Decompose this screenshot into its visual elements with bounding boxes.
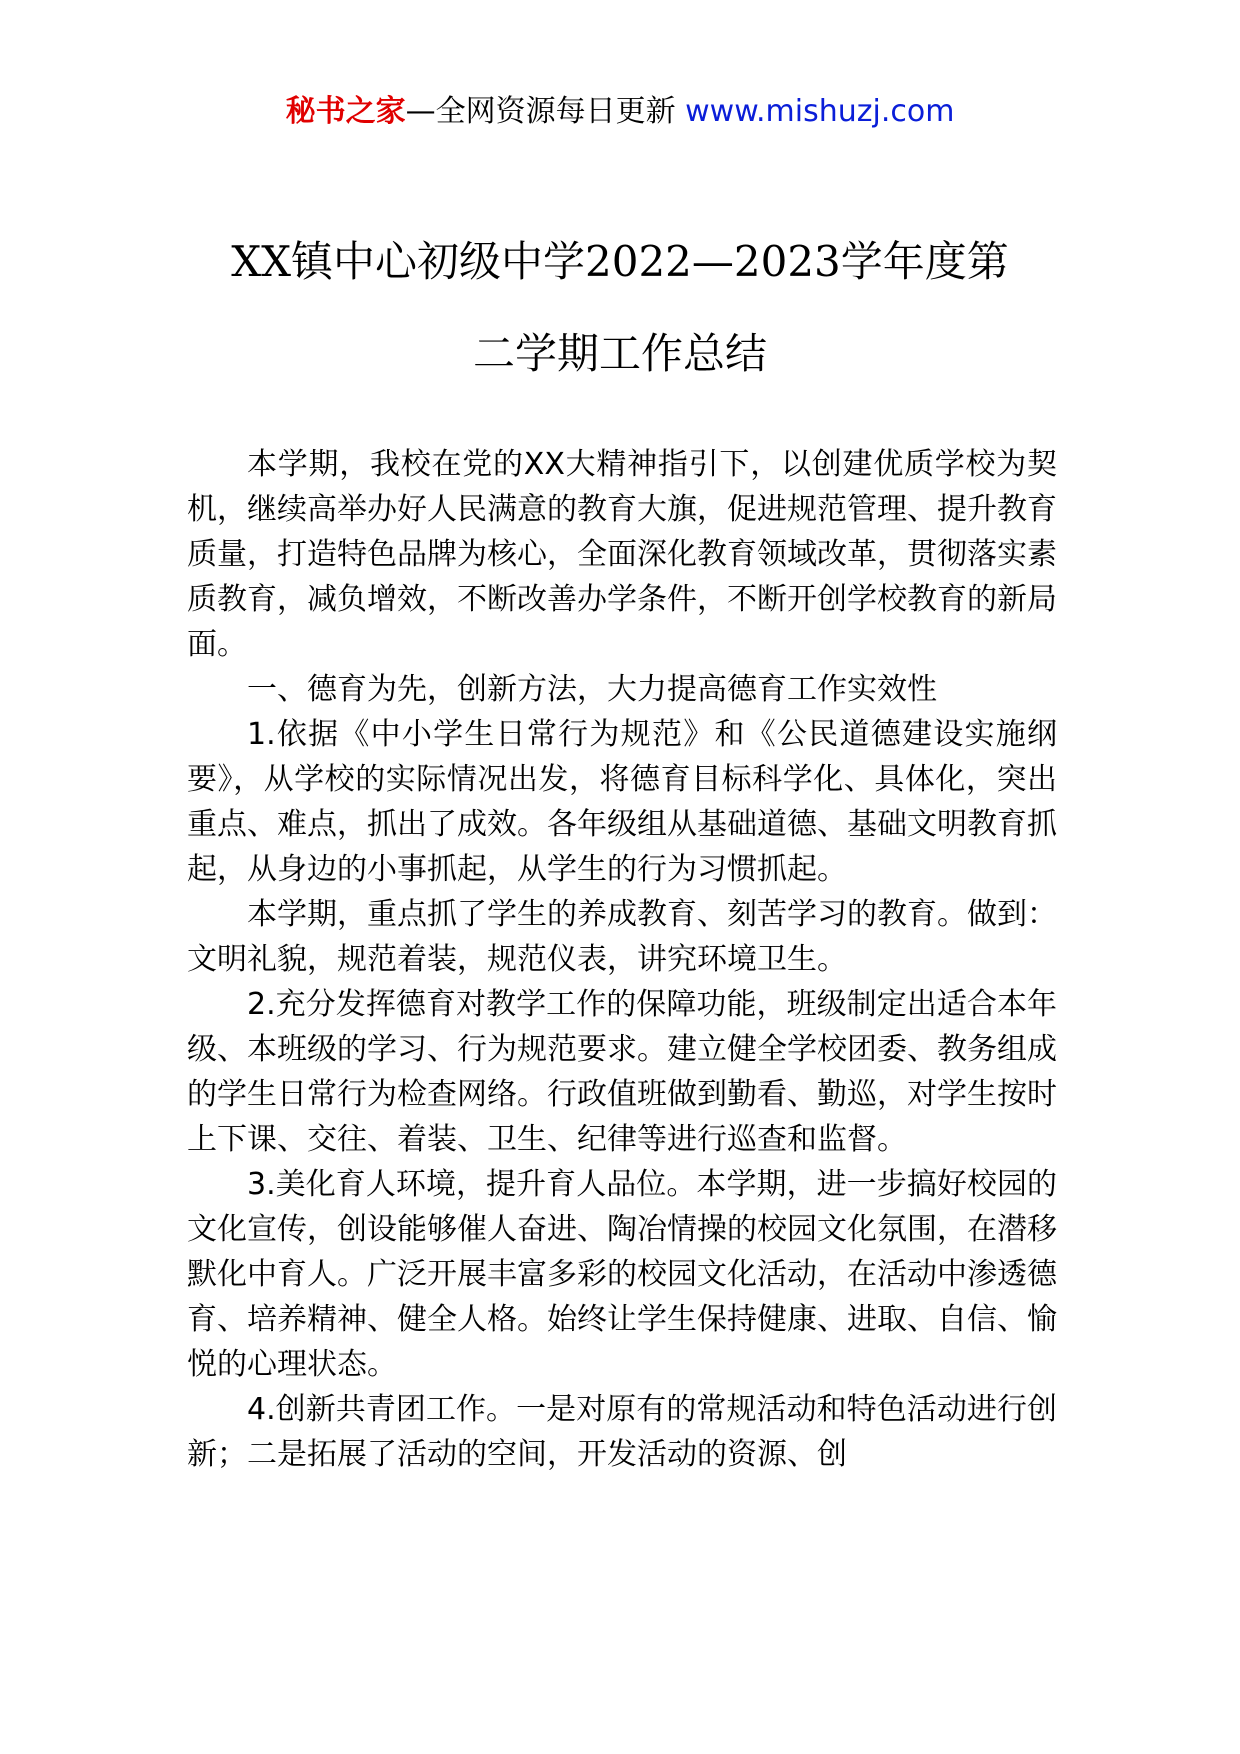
- site-brand: 秘书之家: [285, 94, 406, 129]
- paragraph-item-1: 1.依据《中小学生日常行为规范》和《公民道德建设实施纲要》，从学校的实际情况出发，将德育目标科学化、具体化，突出重点、难点，抓出了成效。各年级组从基础道德、基础文明教育抓起，从身边的小事抓起，从学生的行为习惯抓起。: [187, 717, 1057, 887]
- section-heading-moral-education: 一、德育为先，创新方法，大力提高德育工作实效性: [247, 672, 937, 707]
- site-header: [0, 92, 1240, 132]
- document-title-line-1: XX镇中心初级中学2022—2023学年度第: [231, 237, 1009, 286]
- document-title-line-2: 二学期工作总结: [472, 329, 767, 378]
- site-url-link[interactable]: www.mishuzj.com: [685, 94, 955, 129]
- paragraph-habits: 本学期，重点抓了学生的养成教育、刻苦学习的教育。做到：文明礼貌，规范着装，规范仪表，讲究环境卫生。: [187, 897, 1057, 977]
- paragraph-item-3: 3.美化育人环境，提升育人品位。本学期，进一步搞好校园的文化宣传，创设能够催人奋进、陶冶情操的校园文化氛围，在潜移默化中育人。广泛开展丰富多彩的校园文化活动，在活动中渗透德育、培养精神、健全人格。始终让学生保持健康、进取、自信、愉悦的心理状态。: [187, 1167, 1057, 1382]
- paragraph-item-4: 4.创新共青团工作。一是对原有的常规活动和特色活动进行创新；二是拓展了活动的空间，开发活动的资源、创: [187, 1392, 1057, 1472]
- document-body: [187, 442, 1057, 1477]
- site-tagline: —全网资源每日更新: [405, 94, 676, 129]
- paragraph-intro: 本学期，我校在党的XX大精神指引下，以创建优质学校为契机，继续高举办好人民满意的教育大旗，促进规范管理、提升教育质量，打造特色品牌为核心，全面深化教育领域改革，贯彻落实素质教育，减负增效，不断改善办学条件，不断开创学校教育的新局面。: [187, 447, 1057, 662]
- paragraph-item-2: 2.充分发挥德育对教学工作的保障功能，班级制定出适合本年级、本班级的学习、行为规范要求。建立健全学校团委、教务组成的学生日常行为检查网络。行政值班做到勤看、勤巡，对学生按时上下课、交往、着装、卫生、纪律等进行巡查和监督。: [187, 987, 1057, 1157]
